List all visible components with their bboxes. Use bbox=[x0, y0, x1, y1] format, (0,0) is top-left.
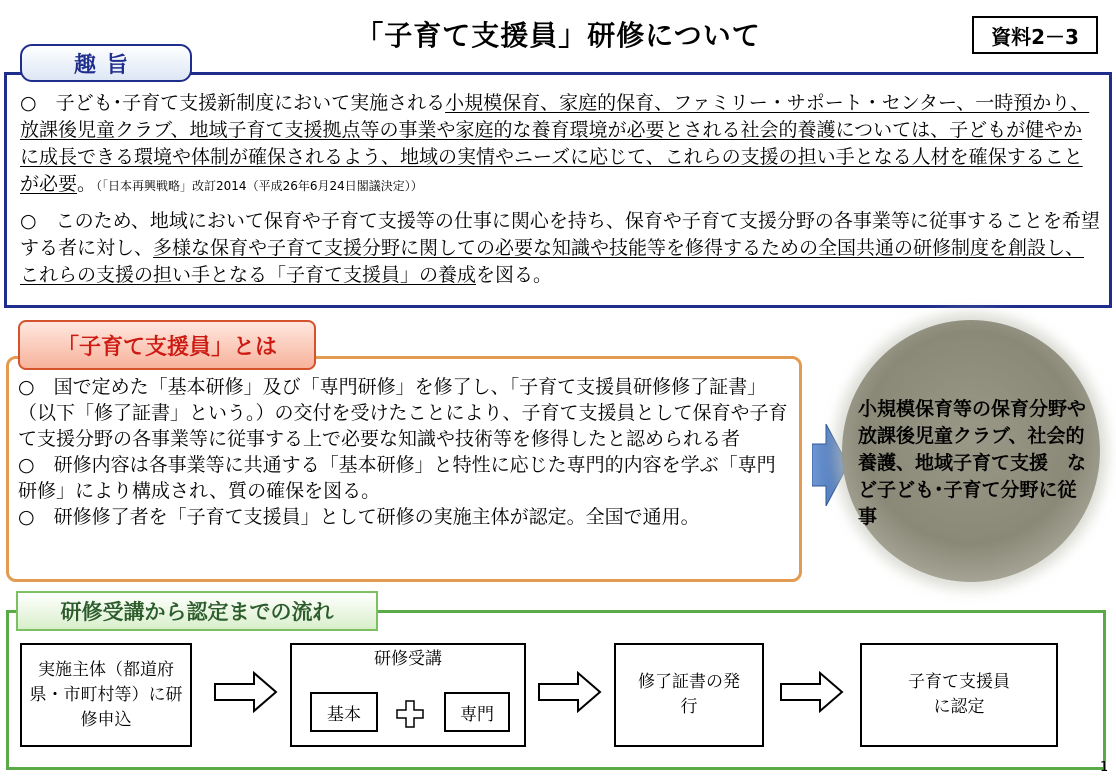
step-certification: 子育て支援員に認定 bbox=[860, 643, 1058, 747]
purpose-paragraph-2 bbox=[20, 208, 1100, 289]
definition-item-3: ○ 研修修了者を「子育て支援員」として研修の実施主体が認定。全国で通用。 bbox=[18, 506, 700, 528]
para1-end: 。 bbox=[77, 173, 97, 195]
flow-arrow-icon bbox=[538, 671, 602, 713]
target-field-text: 小規模保育等の保育分野や放課後児童クラブ、社会的養護、地域子育て支援 など子ども･子育て分野に従事 bbox=[858, 398, 1087, 528]
document-reference: 資料2－3 bbox=[972, 16, 1098, 54]
para2-end: を図る。 bbox=[476, 264, 553, 286]
para2-lead: ○ このため、地域において保育や子育て支援等の仕事に関心を持ち、保育や子育て支援分野の各事業等に従事することを希望する者に対し、 bbox=[20, 210, 1100, 259]
page-number: 1 bbox=[1100, 760, 1109, 775]
definition-heading: 「子育て支援員」とは bbox=[18, 320, 316, 370]
para1-underline-2: 地域の実情やニーズに応じて、これらの支援の担い手となる人材を確保することが必要 bbox=[20, 146, 1083, 195]
purpose-heading: 趣旨 bbox=[20, 44, 192, 82]
flow-arrow-icon bbox=[780, 671, 844, 713]
basic-training-box: 基本 bbox=[310, 692, 378, 732]
page-title: 「子育て支援員」研修について bbox=[355, 19, 761, 52]
purpose-paragraph-1 bbox=[20, 90, 1100, 200]
flow-heading: 研修受講から認定までの流れ bbox=[16, 591, 378, 631]
step-training-label: 研修受講 bbox=[374, 649, 442, 669]
para1-lead: ○ 子ども･子育て支援新制度において実施される bbox=[20, 92, 446, 114]
flow-arrow-icon bbox=[214, 671, 278, 713]
plus-icon bbox=[396, 700, 424, 728]
definition-item-1: ○ 国で定めた「基本研修」及び「専門研修」を修了し、「子育て支援員研修修了証書」（以下「修了証書」という。）の交付を受けたことにより、子育て支援員として保育や子育て支援分野の各事業等に従事する上で必要な知識や技術等を修得したと認められる者 bbox=[18, 376, 788, 450]
definition-item-2: ○ 研修内容は各事業等に共通する「基本研修」と特性に応じた専門的内容を学ぶ「専門研修」により構成され、質の確保を図る。 bbox=[18, 454, 776, 502]
step-certificate: 修了証書の発行 bbox=[614, 643, 764, 747]
para1-underline-1: 小規模保育、家庭的保育、ファミリー・サポート・センター、一時預かり、放課後児童クラブ、地域子育て支援拠点等の事業や家庭的な養育環境が必要とされる社会的養護については、子どもが健やかに成長できる環境や体制が確保されるよう、 bbox=[20, 92, 1090, 168]
special-training-box: 専門 bbox=[444, 692, 510, 732]
para2-underline: 多様な保育や子育て支援分野に関しての必要な知識や技能等を修得するための全国共通の研修制度を創設し、これらの支援の担い手となる「子育て支援員」の養成 bbox=[20, 237, 1085, 286]
definition-list bbox=[18, 374, 792, 530]
para1-note: （「日本再興戦略」改訂2014（平成26年6月24日閣議決定）） bbox=[96, 179, 423, 193]
step-apply: 実施主体（都道府県・市町村等）に研修申込 bbox=[20, 643, 192, 747]
